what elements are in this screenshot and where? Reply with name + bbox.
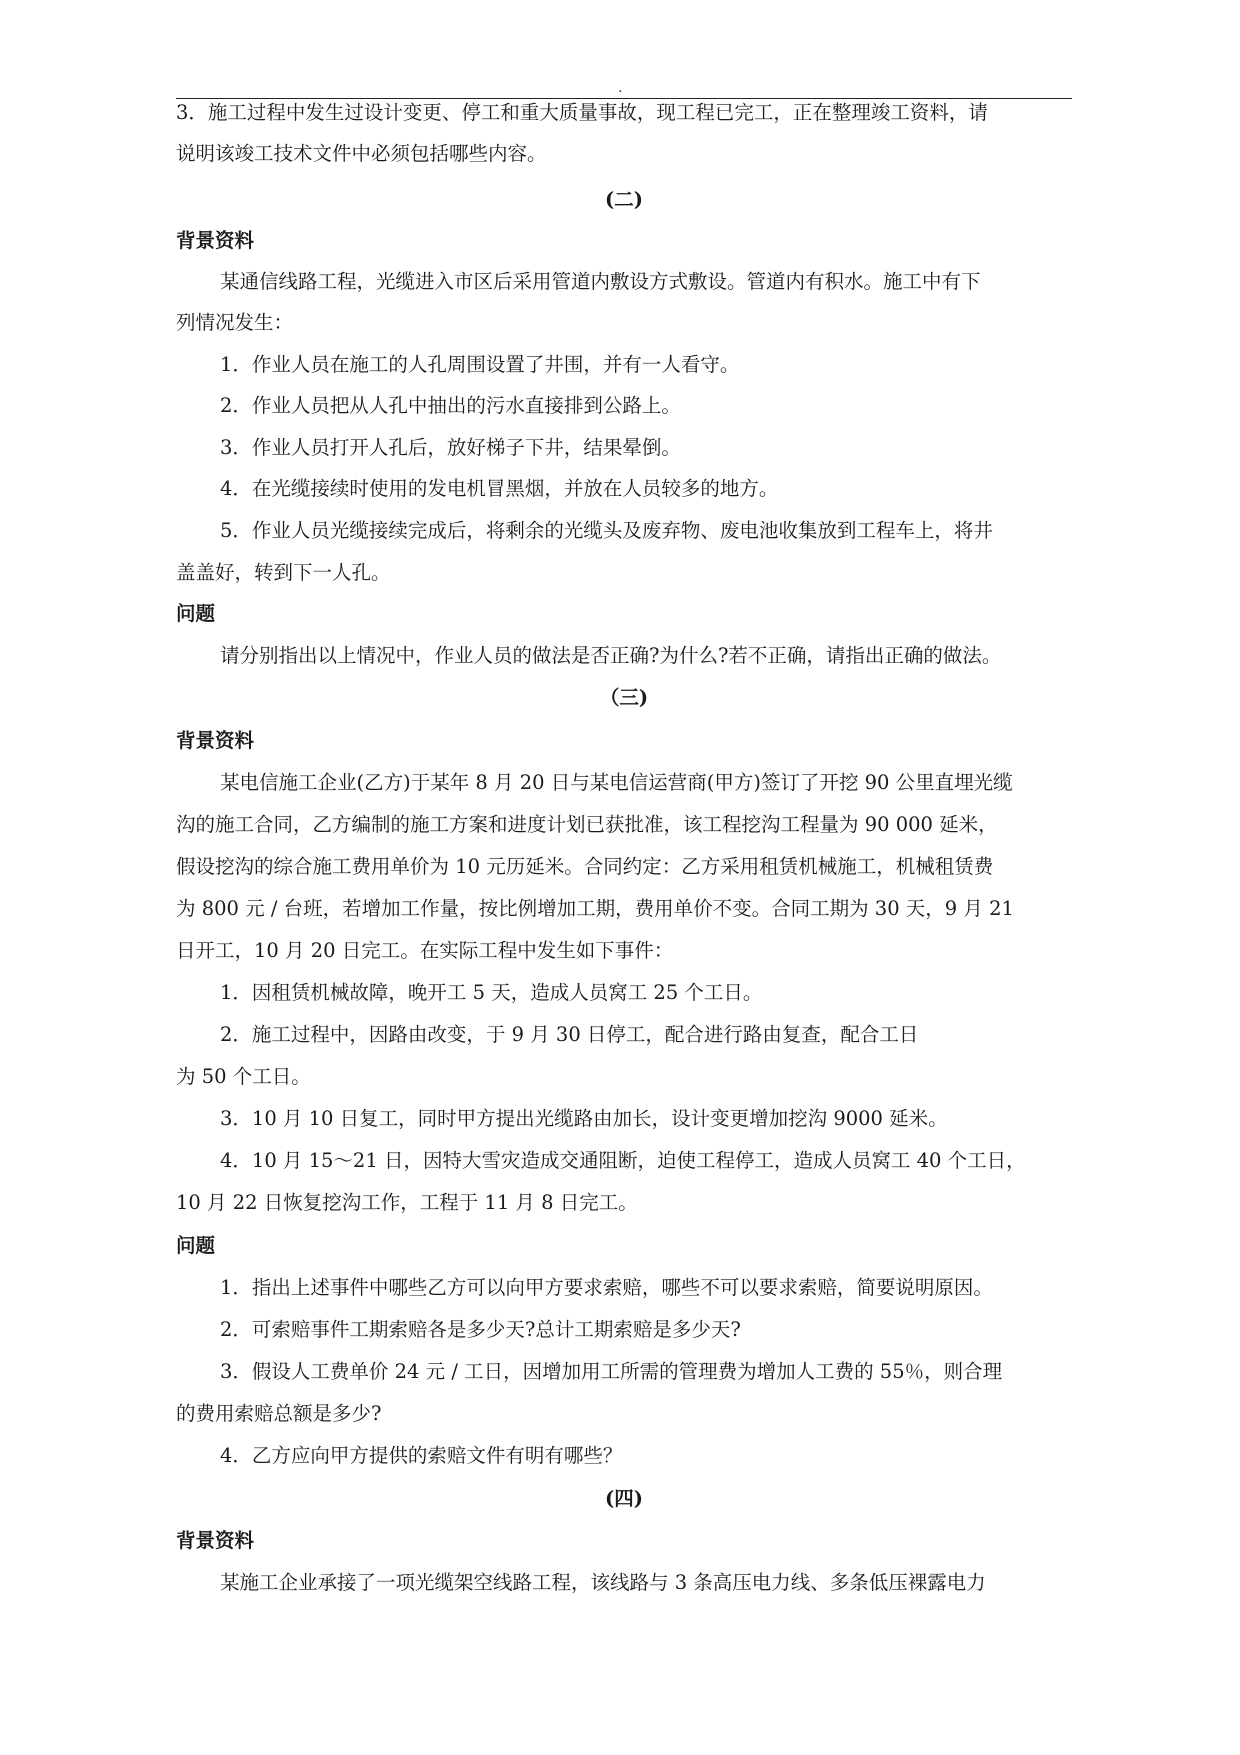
text-line: 列情况发生：: [176, 311, 294, 334]
text-line: 沟的施工合同，乙方编制的施工方案和进度计划已获批准，该工程挖沟工程量为 90 000 延米，: [176, 813, 998, 836]
text-line: 为 50 个工日。: [176, 1065, 311, 1088]
section-heading: （三): [599, 686, 649, 709]
text-line: 日开工，10 月 20 日完工。在实际工程中发生如下事件：: [176, 939, 674, 962]
text-line: 某通信线路工程，光缆进入市区后采用管道内敷设方式敷设。管道内有积水。施工中有下: [220, 270, 981, 293]
list-item: 1．指出上述事件中哪些乙方可以向甲方要求索赔，哪些不可以要求索赔，简要说明原因。: [220, 1276, 993, 1299]
subheading-background: 背景资料: [176, 729, 255, 752]
list-item: 4．在光缆接续时使用的发电机冒黑烟，并放在人员较多的地方。: [220, 477, 779, 500]
list-item: 3．作业人员打开人孔后，放好梯子下井，结果晕倒。: [220, 436, 681, 459]
subheading-background: 背景资料: [176, 229, 255, 252]
text-line: 说明该竣工技术文件中必须包括哪些内容。: [176, 142, 547, 165]
subheading-question: 问题: [176, 602, 216, 625]
text-line: 某电信施工企业(乙方)于某年 8 月 20 日与某电信运营商(甲方)签订了开挖 90 公里直埋光缆: [220, 771, 1013, 794]
header-dot: .: [618, 80, 623, 96]
subheading-question: 问题: [176, 1234, 216, 1257]
list-item: 2．作业人员把从人孔中抽出的污水直接排到公路上。: [220, 394, 681, 417]
list-item: 3．假设人工费单价 24 元 / 工日，因增加用工所需的管理费为增加人工费的 55％，则合理: [220, 1360, 1003, 1383]
section-heading: (四): [605, 1487, 643, 1510]
text-line: 3．施工过程中发生过设计变更、停工和重大质量事故，现工程已完工，正在整理竣工资料，请: [176, 101, 988, 124]
list-item: 5．作业人员光缆接续完成后，将剩余的光缆头及废弃物、废电池收集放到工程车上，将井: [220, 519, 993, 542]
text-line: 盖盖好，转到下一人孔。: [176, 561, 391, 584]
list-item: 2．可索赔事件工期索赔各是多少天?总计工期索赔是多少天?: [220, 1318, 741, 1341]
list-item: 1．作业人员在施工的人孔周围设置了井围，并有一人看守。: [220, 353, 740, 376]
list-item: 4．10 月 15～21 日，因特大雪灾造成交通阻断，迫使工程停工，造成人员窝工 40 个工日，: [220, 1149, 1026, 1172]
section-heading: (二): [605, 188, 643, 211]
text-line: 假设挖沟的综合施工费用单价为 10 元历延米。合同约定：乙方采用租赁机械施工，机械租赁费: [176, 855, 994, 878]
list-item: 4．乙方应向甲方提供的索赔文件有明有哪些？: [220, 1444, 623, 1467]
text-line: 请分别指出以上情况中，作业人员的做法是否正确?为什么?若不正确，请指出正确的做法。: [220, 644, 1002, 667]
text-line: 某施工企业承接了一项光缆架空线路工程，该线路与 3 条高压电力线、多条低压裸露电力: [220, 1571, 986, 1594]
subheading-background: 背景资料: [176, 1529, 255, 1552]
text-line: 为 800 元 / 台班，若增加工作量，按比例增加工期，费用单价不变。合同工期为 30 天，9 月 21: [176, 897, 1014, 920]
list-item: 1．因租赁机械故障，晚开工 5 天，造成人员窝工 25 个工日。: [220, 981, 763, 1004]
list-item: 3．10 月 10 日复工，同时甲方提出光缆路由加长，设计变更增加挖沟 9000 延米。: [220, 1107, 948, 1130]
text-line: 10 月 22 日恢复挖沟工作，工程于 11 月 8 日完工。: [176, 1191, 638, 1214]
list-item: 2．施工过程中，因路由改变，于 9 月 30 日停工，配合进行路由复查，配合工日: [220, 1023, 919, 1046]
text-line: 的费用索赔总额是多少?: [176, 1402, 382, 1425]
